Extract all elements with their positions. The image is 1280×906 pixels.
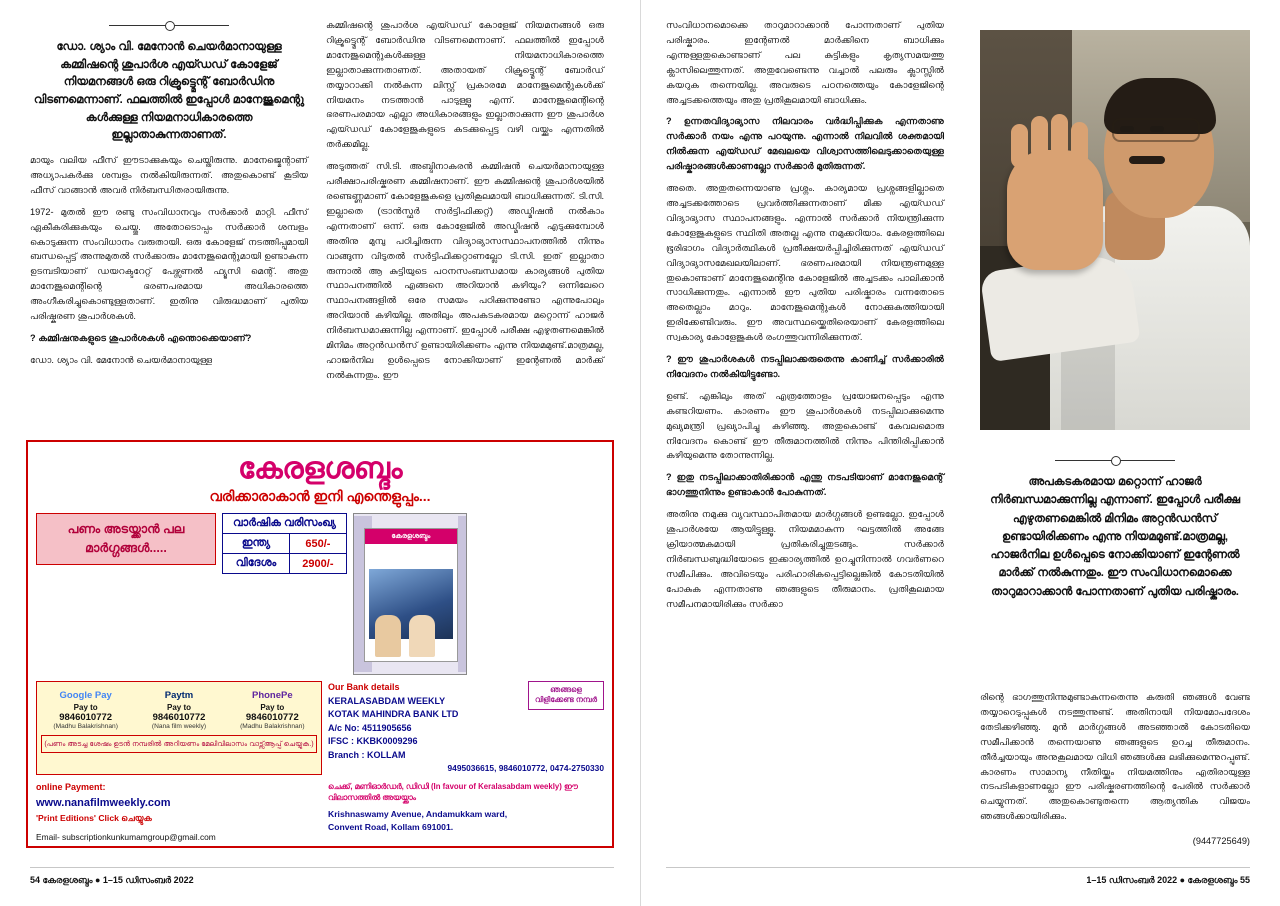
bank-line: IFSC : KKBK0009296 [328,736,418,746]
caption-text: അപകടകരമായ മറ്റൊന്ന് ഹാജർ നിർബന്ധമാക്കുന്നില്ല എന്നാണ്. ഇപ്പോൾ പരീക്ഷ എഴുതണമെങ്കിൽ മിനിമം അറ്റൻഡൻസ് ഉണ്ടായിരിക്കണം എന്നു നിയമമുണ്ട്.മാത്രമല്ല, ഹാജർനില ഉൾപ്പെടെ നോക്കിയാണ് ഇന്റേണൽ മാർക്ക് നൽകുന്നതും. ഈ സംവിധാനമൊക്കെ താറുമാറാക്കാൻ പോന്നതാണ് പുതിയ പരിഷ്കാരം. [990,476,1240,598]
photo-finger [1051,114,1068,158]
cover-masthead-text: കേരളശബ്ദം [391,533,431,540]
pay-to-label: Pay to [260,703,285,712]
photo-caption [980,455,1250,601]
question-paragraph: ? കമ്മിഷനുകളുടെ ശുപാർശകൾ എന്തൊക്കെയാണ്? [30,333,252,343]
page-right [640,0,1280,906]
paragraph: അതിനു നമുക്കു വ്യവസ്ഥാപിതമായ മാർഗ്ഗങ്ങൾ ഉണ്ടല്ലോ. ഇപ്പോൾ ശുപാർശയേ ആയിട്ടുള്ളൂ. നിയമമാകുന്ന ഘട്ടത്തിൽ അങ്ങേ ക്രിയാത്മകമായി പ്രതികരിച്ചുതുടങ്ങും. സർക്കാർ നിർബന്ധബുദ്ധിയോടെ ഇക്കാര്യത്തിൽ ഉറച്ചുനിന്നാൽ ഗവർണറെ സമീപിക്കും. അവിടെയും പരിഹാരികപ്പെട്ടില്ലെങ്കിൽ കോടതിയിൽ പോകുക എന്നതാണു ഞങ്ങളുടെ തീരുമാനം. പ്രതികൂലമായ സമീപനമായിരിക്കും സർക്കാ [666,509,944,609]
payment-apps [41,687,317,730]
pay-to-label: Pay to [166,703,191,712]
pay-to-label: Pay to [73,703,98,712]
paytm-label: Paytm [164,689,194,701]
ad-middle-row [36,513,604,675]
left-columns [30,18,614,390]
photo-eye-right [1150,126,1164,132]
photo-raised-hand [1007,150,1103,270]
photo-finger [1031,116,1048,160]
paragraph: ഉണ്ട്. എങ്കിലും അത് എത്രത്തോളം പ്രയോജനപ്പെടും എന്നു കണ്ടറിയണം. കാരണം ഈ ശുപാർശകൾ നടപ്പിലാക്കുമെന്നു മുഖ്യമന്ത്രി പ്രഖ്യാപിച്ചു കഴിഞ്ഞു. അതുകൊണ്ട് കേവലമൊരു നിവേദനം കൊണ്ട് ഈ തീരുമാനത്തിൽ നിന്നും പിന്തിരിപ്പിക്കാൻ കഴിയുമെന്നു തോന്നുന്നില്ല. [666,390,944,461]
bank-details [328,681,604,775]
postal-address [328,781,604,844]
contact-numbers: 9495036615, 9846010772, 0474-2750330 [447,763,604,773]
ad-subtitle: വരിക്കാരാകാൻ ഇനി എന്തെളുപ്പം... [209,488,431,504]
website-link[interactable]: www.nanafilmweekly.com [36,796,171,809]
rate-table-header: വാർഷിക വരിസംഖ്യ [223,514,347,534]
print-editions-note: 'Print Editions' Click ചെയ്യുക [36,812,152,823]
tail-body [980,690,1250,824]
question-paragraph: ? ഇതു നടപ്പിലാക്കാതിരിക്കാൻ എന്തു നടപടിയാണ് മാനേജുമെന്റ് ഭാഗത്തുനിന്നും ഉണ്ടാകാൻ പോകുന്നത്. [666,472,944,498]
payment-option [41,687,130,730]
payment-option [228,687,317,730]
pay-number: 9846010772 [152,712,206,723]
left-column-2 [326,18,604,390]
google-pay-label: Google Pay [59,689,112,701]
ad-pay-headline: പണം അടയ്ക്കാൻ പല മാർഗ്ഗങ്ങൾ..... [36,513,216,565]
question-paragraph: ? ഈ ശുപാർശകൾ നടപ്പിലാക്കരുതെന്നു കാണിച്ച് സർക്കാരിൽ നിവേദനം നൽകിയിട്ടുണ്ടോ. [666,354,944,379]
paragraph: ഡോ. ശ്യാം വി. മേനോൻ ചെയർമാനായുള്ള [30,354,213,365]
cover-masthead [365,529,457,544]
paragraph: അതെ. അതുതന്നെയാണു പ്രശ്നം. കാര്യമായ പ്രശ്നങ്ങളില്ലാതെ അച്ചടക്കത്തോടെ പ്രവർത്തിക്കുന്നതാണ് മിക്ക എയ്ഡഡ് വിദ്യാഭ്യാസ സ്ഥാപനങ്ങളും. എന്നാൽ സർക്കാർ നിയന്ത്രിക്കുന്ന കോളേജുകളുടെ സ്ഥിതി അതല്ല എന്നു നമുക്കറിയാം. കേരളത്തിലെ ഭൂരിഭാഗം വിദ്യാർത്ഥികൾ പ്രതീക്ഷയർപ്പിച്ചിരിക്കുന്നത് എയ്ഡഡ് വിദ്യാഭ്യാസമേഖലയിലാണ്. ഭരണപരമായി നിയന്ത്രണമുള്ള തുകൊണ്ടാണ് മാനേജുമെന്റിനു കോളേജിൽ അച്ചടക്കം പാലിക്കാൻ സാധിക്കുന്നതും. എന്നാൽ ഈ പുതിയ പരിഷ്കാരം വന്നതോടെ അതെല്ലാം മാറും. മാനേജുമെന്റുകൾ നോക്കുകുത്തിയായി ഇരിക്കേണ്ടിവരും. ഈ അവസ്ഥയ്ക്കെതിരെയാണ് കേരളത്തിലെ സ്വകാര്യ കോളേജുകൾ രംഗത്തുവന്നിരിക്കുന്നത്. [666,183,944,343]
cheque-note: ചെക്ക്, മണിഓർഡർ, ഡിഡി (In favour of Keralasabdam weekly) ഈ വിലാസത്തിൽ അയയ്ക്കാം [328,781,578,803]
photo-finger [1071,122,1088,166]
cover-figure-2 [409,615,435,657]
advertisement [26,440,614,848]
ad-payment-row [36,681,604,775]
cover-figure-1 [375,615,401,657]
bank-heading: Our Bank details [328,682,400,692]
author-contact: (9447725649) [1192,836,1250,847]
interview-photograph [980,30,1250,430]
paragraph: രിന്റെ ഭാഗത്തുനിന്നുമുണ്ടാകുന്നതെന്നു കരുതി ഞങ്ങൾ വേണ്ട തയ്യാറെടുപ്പുകൾ നടത്തുന്നുണ്ട്. അതിനായി നിയമോപദേശം തേടിക്കഴിഞ്ഞു. മുൻ മാർഗ്ഗങ്ങൾ അടഞ്ഞാൽ കോടതിയെ സമീപിക്കാൻ തന്നെയാണു ഞങ്ങളുടെ ഉറച്ച തീരുമാനം. തീർച്ചയായും അനുകൂലമായ വിധി ഞങ്ങൾക്കു ലഭിക്കുമെന്നുറപ്പുണ്ട്. കാരണം സാമാന്യ നീതിയ്ക്കും നിയമത്തിനും എതിരായുള്ള നടപടികളാണല്ലോ ഈ പരിഷ്കരണത്തിന്റെ പേരിൽ സർക്കാർ ചെയ്യുന്നത്. അതുകൊണ്ടുതന്നെ ആത്യന്തിക വിജയം ഞങ്ങൾക്കായിരിക്കും. [980,692,1250,822]
payment-note: (പണം അടച്ച ശേഷം ഉടൻ നമ്പരിൽ അറിയണം മേലിവിലാസം വാട്സ്ആപ്പ് ചെയ്യുക.) [41,735,317,753]
pay-account-name: (Nana film weekly) [151,723,207,730]
online-payment-label: online Payment: [36,781,106,792]
ornament-rule [1055,455,1175,465]
pay-number: 9846010772 [59,712,113,723]
photo-eye-left [1120,126,1134,132]
paytm-icon [134,687,223,703]
ad-bottom-row [36,781,604,844]
bank-line: Branch : KOLLAM [328,749,406,760]
photo-moustache [1129,156,1165,164]
table-row [223,554,347,574]
question-paragraph: ? ഉന്നതവിദ്യാഭ്യാസ നിലവാരം വർദ്ധിപ്പിക്കുക എന്നതാണു സർക്കാർ നയം എന്നു പറയുന്നു. എന്നാൽ നിലവിൽ ശക്തമായി നിൽക്കുന്ന എയ്ഡഡ് മേഖലയെ വിശ്വാസത്തിലെടുക്കാതെയുള്ള പരിഷ്കാരങ്ങൾക്കാണല്ലോ സർക്കാർ മുതിരുന്നത്. [666,116,944,172]
rate-label: വിദേശം [223,554,290,574]
ornament-rule [109,20,229,30]
rate-value: 650/- [289,534,346,554]
address-line: Convent Road, Kollam 691001. [328,821,454,832]
paragraph: 1972- മുതൽ ഈ രണ്ടു സംവിധാനവും സർക്കാർ മാറ്റി. ഫീസ് ഏകീകരിക്കുകയും ചെയ്തു. അതോടൊപ്പം സർക്കാർ ശമ്പളം കൊടുക്കുന്ന സംവിധാനം വരുതായി. ഒരു കോളേജ് നടത്തിപ്പുമായി ബന്ധപ്പെട്ട് അന്നുമുതൽ സർക്കാരും മാനേജുമെന്റുമായി ഉണ്ടാകുന്ന ഉടമ്പടിയാണ് ഡയറക്ടറേറ്റ് പേഴ്സണൽ ഫ്യൂസി മെന്റ്. അതു മാനേജുമെന്റിന്റെ ഭരണപരമായ അധികാരത്തെ അംഗീകരിച്ചുകൊണ്ടുള്ളതാണ്. ഇതിനു വിരുദ്ധമാണ് പുതിയ പരിഷ്കരണ ശുപാർശകൾ. [30,206,308,322]
address-line: Krishnaswamy Avenue, Andamukkam ward, [328,808,508,819]
cover-strip-right [458,516,466,672]
footer-rule [666,867,1250,868]
online-payment-block [36,781,322,844]
pay-account-name: (Madhu Balakrishnan) [240,723,305,730]
google-pay-icon [41,687,130,703]
contact-box-title: ഞങ്ങളെ വിളിക്കേണ്ട നമ്പർ [534,685,598,705]
paragraph: മായും വലിയ ഫീസ് ഈടാക്കുകയും ചെയ്തിരുന്നു. മാനേജ്മെന്റാണ് അധ്യാപകർക്കു ശമ്പളം നൽകിയിരുന്നത്. അതുകൊണ്ട് കൂടിയ ഫീസ് വാങ്ങാൻ അവർ നിർബന്ധിതരായിരുന്നു. [30,155,308,195]
left-col1-body [30,153,308,368]
email-address[interactable]: Email- subscriptionkunkumamgroup@gmail.com [36,831,216,842]
magazine-cover-image [353,513,467,675]
right-column-1 [666,18,944,619]
pull-quote: ഡോ. ശ്യാം വി. മേനോൻ ചെയർമാനായുള്ള കമ്മിഷന്റെ ശുപാർശ എയ്ഡഡ് കോളേജ് നിയമനങ്ങൾ ഒരു റിക്രൂട്ട്മെന്റ് ബോർഡിനു വിടണമെന്നാണ്. ഫലത്തിൽ ഇപ്പോൾ മാനേജുമെന്റു കൾക്കുള്ള നിയമനാധികാരത്തെ ഇല്ലാതാകുന്നതാണത്. [33,41,305,142]
payment-methods-box [36,681,322,775]
ad-title: കേരളശബ്ദം [238,452,402,485]
page-folio-left: 54 കേരളശബ്ദം ● 1–15 ഡിസംബർ 2022 [30,875,194,885]
bank-line: KOTAK MAHINDRA BANK LTD [328,709,459,719]
right-column-tail [980,690,1250,849]
phonepe-label: PhonePe [251,689,293,701]
rate-table [222,513,347,574]
pay-account-name: (Madhu Balakrishnan) [53,723,118,730]
left-col2-body [326,18,604,383]
rate-value: 2900/- [289,554,346,574]
rate-label: ഇന്ത്യ [223,534,290,554]
paragraph: അടുത്തത് സി.ടി. അബ്ദിനാകരൻ കമ്മിഷൻ ചെയർമാനായുള്ള പരീക്ഷാപരിഷ്കരണ കമ്മിഷനാണ്. ഈ കമ്മിഷന്റെ ശുപാർശയിൽ രണ്ടെണ്ണമാണ് കോളേജുകളെ പ്രതികൂലമായി ബാധിക്കുന്നത്. ടി.സി. ഇല്ലാതെ (ട്രാൻസ്ഫർ സർട്ടിഫിക്കറ്റ്) അഡ്മിഷൻ നൽകാം എന്നതാണ് ഒന്ന്. ഒരു കോളേജിൽ അഡ്മിഷൻ എടുക്കുമ്പോൾ അതിനു മുമ്പു പഠിച്ചിരുന്ന വിദ്യാഭ്യാസസ്ഥാപനത്തിൽ നിന്നും വാങ്ങുന്ന വിടുതൽ സർട്ടിഫിക്കറ്റാണല്ലോ ടി.സി. ഇത് ഇല്ലാതാ രുന്നാൽ ആ കുട്ടിയുടെ പഠനസംബന്ധമായ കാര്യങ്ങൾ പുതിയ സ്ഥാപനത്തിൽ എങ്ങനെ അറിയാൻ കഴിയും? ഒന്നിലേറെ സ്ഥാപനങ്ങളിൽ ഒരേ സമയം പഠിക്കുന്നുണ്ടോ എന്നുപോലും അറിയാൻ കഴിയില്ല. അതിലും അപകടകരമായ മറ്റൊന്ന് ഹാജർ നിർബന്ധമാക്കുന്നില്ല എന്നാണ്. ഇപ്പോൾ പരീക്ഷ എഴുതണമെങ്കിൽ മിനിമം അറ്റൻഡൻസ് ഉണ്ടായിരിക്കണം എന്നു നിയമമുണ്ട്.മാത്രമല്ല, ഹാജർനില ഉൾപ്പെടെ നോക്കിയാണ് ഇന്റേണൽ മാർക്ക് നൽകുന്നതും. ഈ [326,161,604,380]
paragraph: സംവിധാനമൊക്കെ താറുമാറാക്കാൻ പോന്നതാണ് പുതിയ പരിഷ്കാരം. ഇന്റേണൽ മാർക്കിനെ ബാധിക്കും എന്നുള്ളതുകൊണ്ടാണ് പല കുട്ടികളും കൃത്യസമയത്തു ക്ലാസിലെത്തുന്നത്. അതുവേണ്ടെന്നു വച്ചാൽ പലരും ക്ലാസ്സിൽ കയറുക തന്നെയില്ല. അവരുടെ പഠനത്തെയും കോളേജിന്റെ അച്ചടക്കത്തെയും അതു പ്രതികൂലമായി ബാധിക്കും. [666,20,944,105]
left-column-1 [30,18,308,390]
table-row [223,534,347,554]
bank-line: A/c No: 4511905656 [328,722,412,733]
phonepe-icon [228,687,317,703]
paragraph: കമ്മിഷന്റെ ശുപാർശ എയ്ഡഡ് കോളേജ് നിയമനങ്ങൾ ഒരു റിക്രൂട്ട്മെന്റ് ബോർഡിനു വിടണമെന്നാണ്. ഫലത്തിൽ ഇപ്പോൾ മാനേജുമെന്റുകൾക്കുള്ള നിയമനാധികാരത്തെ ഇല്ലാതാക്കുന്നതാണത്. അതായത് റിക്രൂട്ട്മെന്റ് ബോർഡ് തയ്യാറാക്കി നൽകുന്ന ലിസ്റ്റ് പ്രകാരമേ മാനേജുമെന്റുകൾക്ക് നിയമനം നടത്താൻ പാടുള്ളൂ എന്ന്. മാനേജുമെന്റിന്റെ ഭരണപരമായ എല്ലാ അധികാരങ്ങളും ഇല്ലാതാക്കുന്ന ഈ ശുപാർശ എയ്ഡഡ് കോളേജുകളുടെ കടക്കുപ്പെട്ട വഴി വയ്ക്കും എന്നതിൽ തർക്കമില്ല. [326,20,604,150]
footer-rule [30,867,614,868]
right-col1-body [666,18,944,612]
page-folio-right: 1–15 ഡിസംബർ 2022 ● കേരളശബ്ദം 55 [1086,875,1250,885]
payment-option [134,687,223,730]
pay-number: 9846010772 [245,712,299,723]
photo-finger [1011,124,1028,168]
contact-number-box [528,681,604,710]
bank-line: KERALASABDAM WEEKLY [328,695,446,706]
cover-front [364,528,458,662]
